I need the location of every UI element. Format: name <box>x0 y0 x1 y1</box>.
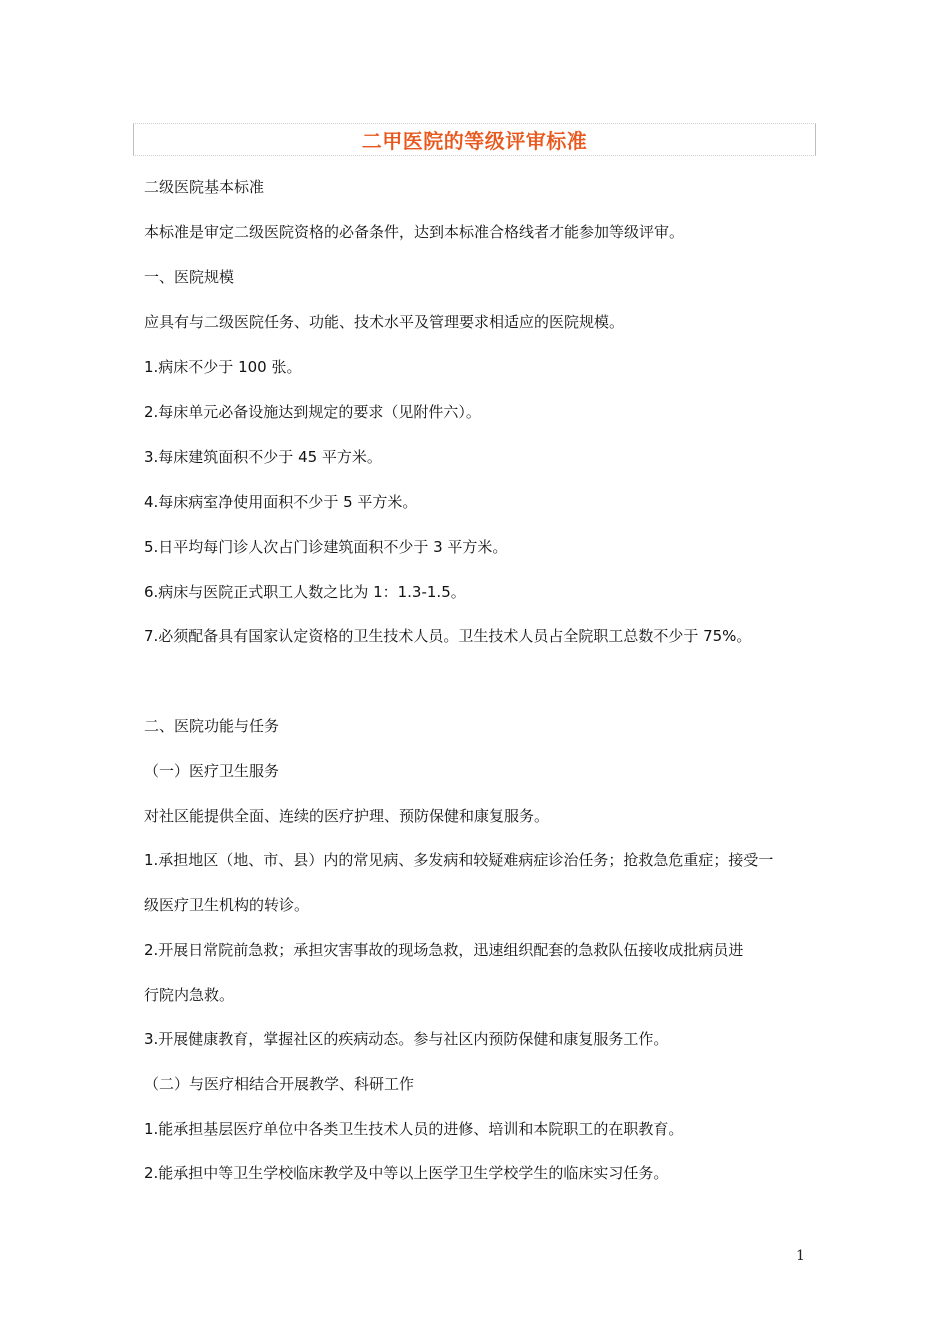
list-item-teaching-1: 1.能承担基层医疗单位中各类卫生技术人员的进修、培训和本院职工的在职教育。 <box>144 1120 684 1138</box>
section-heading-scale: 一、医院规模 <box>144 268 235 286</box>
page-number: 1 <box>796 1248 805 1264</box>
title-box <box>133 123 816 156</box>
subsection-heading-teaching: （二）与医疗相结合开展教学、科研工作 <box>144 1075 415 1093</box>
list-item-service-1-cont: 级医疗卫生机构的转诊。 <box>144 896 310 914</box>
paragraph-community-service: 对社区能提供全面、连续的医疗护理、预防保健和康复服务。 <box>144 807 550 825</box>
section-heading-functions: 二、医院功能与任务 <box>144 717 280 735</box>
paragraph-scale: 应具有与二级医院任务、功能、技术水平及管理要求相适应的医院规模。 <box>144 313 625 331</box>
document-title: 二甲医院的等级评审标准 <box>361 129 588 153</box>
list-item-service-3: 3.开展健康教育，掌握社区的疾病动态。参与社区内预防保健和康复服务工作。 <box>144 1030 669 1048</box>
list-item-service-1: 1.承担地区（地、市、县）内的常见病、多发病和较疑难病症诊治任务；抢救急危重症；接受一 <box>144 851 774 869</box>
list-item-2: 2.每床单元必备设施达到规定的要求（见附件六）。 <box>144 403 481 421</box>
list-item-service-2: 2.开展日常院前急救；承担灾害事故的现场急救，迅速组织配套的急救队伍接收成批病员进 <box>144 941 744 959</box>
list-item-service-2-cont: 行院内急救。 <box>144 986 235 1004</box>
list-item-7: 7.必须配备具有国家认定资格的卫生技术人员。卫生技术人员占全院职工总数不少于 75%。 <box>144 627 752 645</box>
list-item-4: 4.每床病室净使用面积不少于 5 平方米。 <box>144 493 418 511</box>
paragraph-intro: 本标准是审定二级医院资格的必备条件，达到本标准合格线者才能参加等级评审。 <box>144 223 685 241</box>
list-item-teaching-2: 2.能承担中等卫生学校临床教学及中等以上医学卫生学校学生的临床实习任务。 <box>144 1164 669 1182</box>
list-item-3: 3.每床建筑面积不少于 45 平方米。 <box>144 448 382 466</box>
list-item-6: 6.病床与医院正式职工人数之比为 1：1.3-1.5。 <box>144 583 466 601</box>
heading-basic-standard: 二级医院基本标准 <box>144 178 265 196</box>
subsection-heading-medical-service: （一）医疗卫生服务 <box>144 762 280 780</box>
list-item-1: 1.病床不少于 100 张。 <box>144 358 302 376</box>
list-item-5: 5.日平均每门诊人次占门诊建筑面积不少于 3 平方米。 <box>144 538 508 556</box>
